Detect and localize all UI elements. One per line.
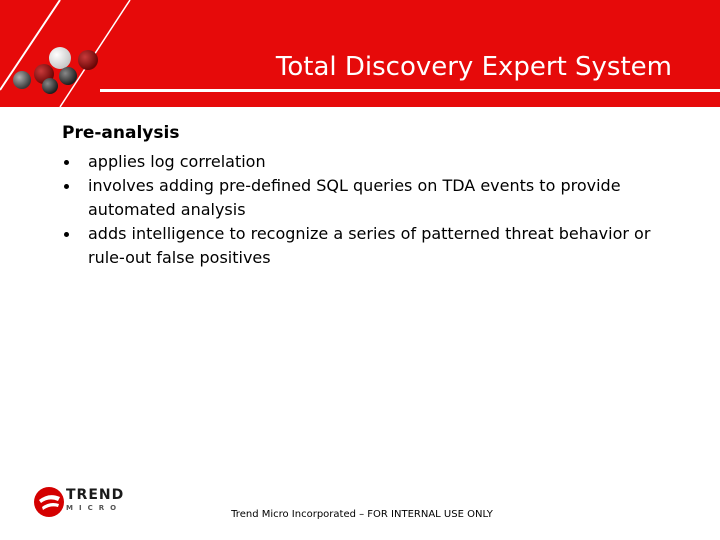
bullet-icon: [64, 184, 69, 189]
page-title: Total Discovery Expert System: [275, 52, 672, 82]
bullet-text: adds intelligence to recognize a series of patterned threat behavior or rule-out false positives: [88, 224, 651, 267]
title-underline: [100, 89, 720, 92]
bullet-text: applies log correlation: [88, 152, 266, 171]
section-heading: Pre-analysis: [62, 123, 180, 143]
molecule-icon: [0, 38, 110, 98]
header-banner: [0, 0, 720, 107]
main-content: [62, 122, 672, 270]
bullet-icon: [64, 232, 69, 237]
list-item: [62, 150, 672, 174]
footer-notice: [0, 509, 720, 520]
list-item: [62, 174, 672, 222]
footer-text: Trend Micro Incorporated – FOR INTERNAL USE ONLY: [231, 509, 493, 520]
bullet-icon: [64, 160, 69, 165]
logo-text-micro: MICRO: [66, 504, 123, 512]
logo-text-trend: TREND: [66, 487, 125, 503]
list-item: [62, 222, 672, 270]
bullet-list: [62, 150, 672, 270]
bullet-text: involves adding pre-defined SQL queries on TDA events to provide automated analysis: [88, 176, 621, 219]
